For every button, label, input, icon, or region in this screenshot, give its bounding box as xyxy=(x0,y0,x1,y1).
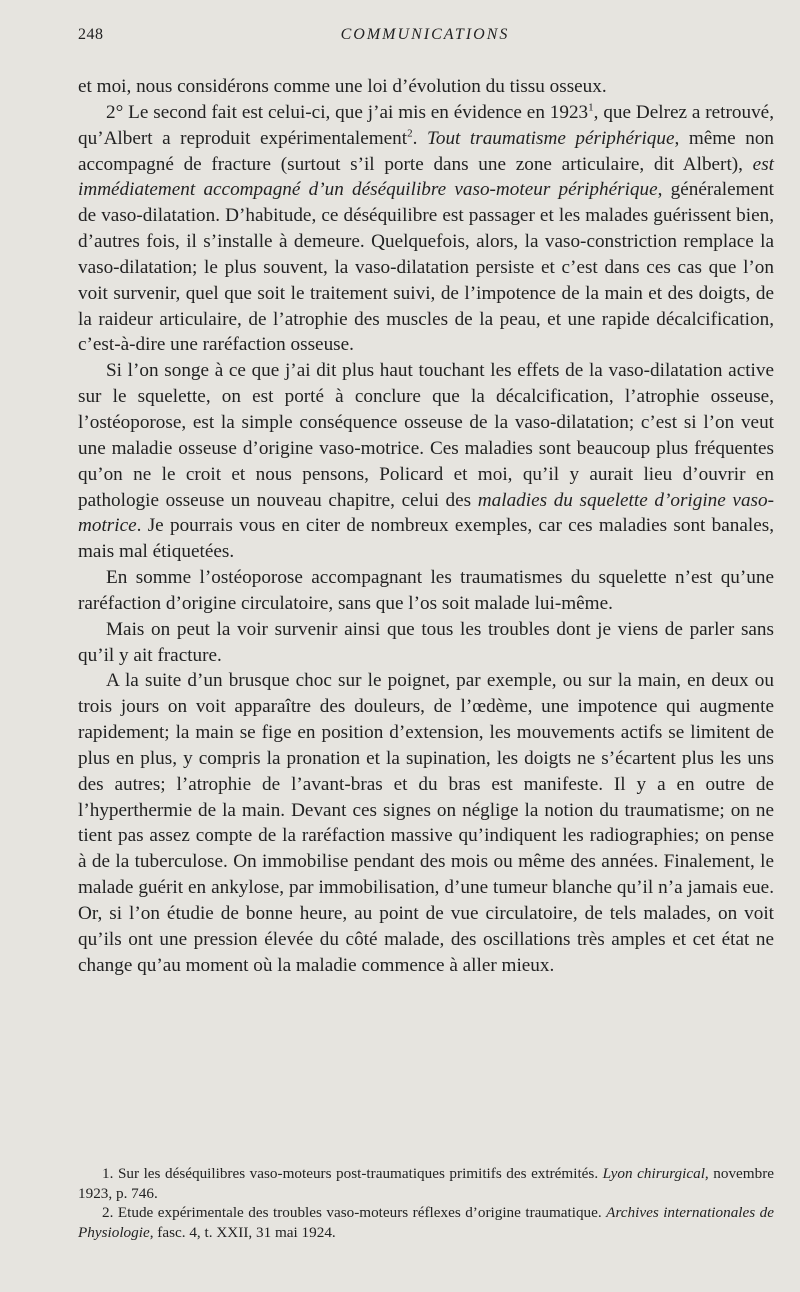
page-number: 248 xyxy=(78,26,104,43)
emphasis-text: maladies du squelette d’origine vaso-motrice xyxy=(78,489,774,537)
paragraph-second-fact xyxy=(78,100,774,358)
paragraph-text: et moi, nous considérons comme une loi d’évolution du tissu osseux. xyxy=(78,76,607,97)
page-header xyxy=(78,26,772,56)
paragraph-continuation xyxy=(78,74,774,100)
emphasis-text: est immédiatement accompagné d’un déséquilibre vaso-moteur périphérique xyxy=(78,153,774,201)
footnote-journal: Archives internationales de Physiologie xyxy=(78,1204,774,1241)
paragraph-text: En somme l’ostéoporose accompagnant les traumatismes du squelette n’est qu’une raréfaction d’origine circulatoire, sans que l’os soit malade lui-même. xyxy=(78,567,774,614)
footnote-text: 1. Sur les déséquilibres vaso-moteurs post-traumatiques primitifs des extrémités. xyxy=(102,1165,603,1182)
body-text xyxy=(78,74,774,979)
paragraph-text: 2° Le second fait est celui-ci, que j’ai mis en évidence en 1923 xyxy=(106,101,589,123)
paragraph-text: , que Delrez a retrouvé, qu’Albert a reproduit expérimentalement xyxy=(78,101,774,149)
footnote-text: , novembre 1923, p. 746. xyxy=(78,1165,774,1202)
running-title: COMMUNICATIONS xyxy=(340,26,510,43)
footnote-1 xyxy=(78,1164,774,1203)
footnote-journal: Lyon chirurgical xyxy=(602,1165,705,1182)
paragraph-text: , généralement de vaso-dilatation. D’habitude, ce déséquilibre est passager et les malades guérissent bien, d’autres fois, il s’installe à demeure. Quelquefois, alors, la vaso-constriction remplace la vaso-dilatation; le plus souvent, la vaso-dilatation persiste et c’est dans ces cas que l’on voit survenir, quel que soit le traitement suivi, de l’impotence de la main et des doigts, de la raideur articulaire, de l’atrophie des muscles de la peau, et une rapide décalcification, c’est-à-dire une raréfaction osseuse. xyxy=(78,179,774,356)
paragraph-osteoporosis xyxy=(78,565,774,617)
footnote-text: 2. Etude expérimentale des troubles vaso-moteurs réflexes d’origine traumatique. xyxy=(102,1204,607,1221)
paragraph-text: A la suite d’un brusque choc sur le poignet, par exemple, ou sur la main, en deux ou trois jours on voit apparaître des douleurs, de l’œdème, une impotence qui augmente rapidement; la main se fige en position d’extension, les mouvements actifs se limitent de plus en plus, y compris la pronation et la supination, les doigts ne s’écartent plus les uns des autres; l’atrophie de l’avant-bras et du bras est manifeste. Il y a en outre de l’hyperthermie de la main. Devant ces signes on néglige la notion du traumatisme; on ne tient pas assez compte de la raréfaction massive qu’indiquent les radiographies; on pense à de la tuberculose. On immobilise pendant des mois ou même des années. Finalement, le malade guérit en ankylose, par immobilisation, d’une tumeur blanche qu’il n’a jamais eue. Or, si l’on étudie de bonne heure, au point de vue circulatoire, de tels malades, on voit qu’ils ont une pression élevée du côté malade, des oscillations très amples et cet état ne change qu’au moment où la maladie commence à aller mieux. xyxy=(78,670,774,976)
paragraph-text: . Je pourrais vous en citer de nombreux exemples, car ces maladies sont banales, mais mal étiquetées. xyxy=(78,515,774,563)
footnote-ref-1: 1 xyxy=(588,101,594,114)
paragraph-text: . xyxy=(412,127,427,149)
paragraph-text: Mais on peut la voir survenir ainsi que tous les troubles dont je viens de parler sans qu’il y ait fracture. xyxy=(78,618,774,666)
footnotes xyxy=(78,1164,774,1242)
paragraph-text: Si l’on songe à ce que j’ai dit plus haut touchant les effets de la vaso-dilatation active sur le squelette, on est porté à conclure que la décalcification, l’atrophie osseuse, l’ostéoporose, est la simple conséquence osseuse de la vaso-dilatation; c’est si l’on veut une maladie osseuse d’origine vaso-motrice. Ces maladies sont beaucoup plus fréquentes qu’on ne le croit et nous pensons, Policard et moi, qu’il y aurait lieu d’ouvrir en pathologie osseuse un nouveau chapitre, celui des xyxy=(78,360,774,511)
paragraph-without-fracture xyxy=(78,617,774,669)
footnote-ref-2: 2 xyxy=(407,127,413,140)
footnote-text: , fasc. 4, t. XXII, 31 mai 1924. xyxy=(149,1223,336,1241)
footnote-2 xyxy=(78,1203,774,1242)
paragraph-decalcification xyxy=(78,358,774,565)
paragraph-text: , même non accompagné de fracture (surtout s’il porte dans une zone articulaire, dit Albert), xyxy=(78,127,775,175)
emphasis-text: Tout traumatisme périphérique xyxy=(426,127,675,149)
paragraph-clinical-case xyxy=(78,668,774,978)
